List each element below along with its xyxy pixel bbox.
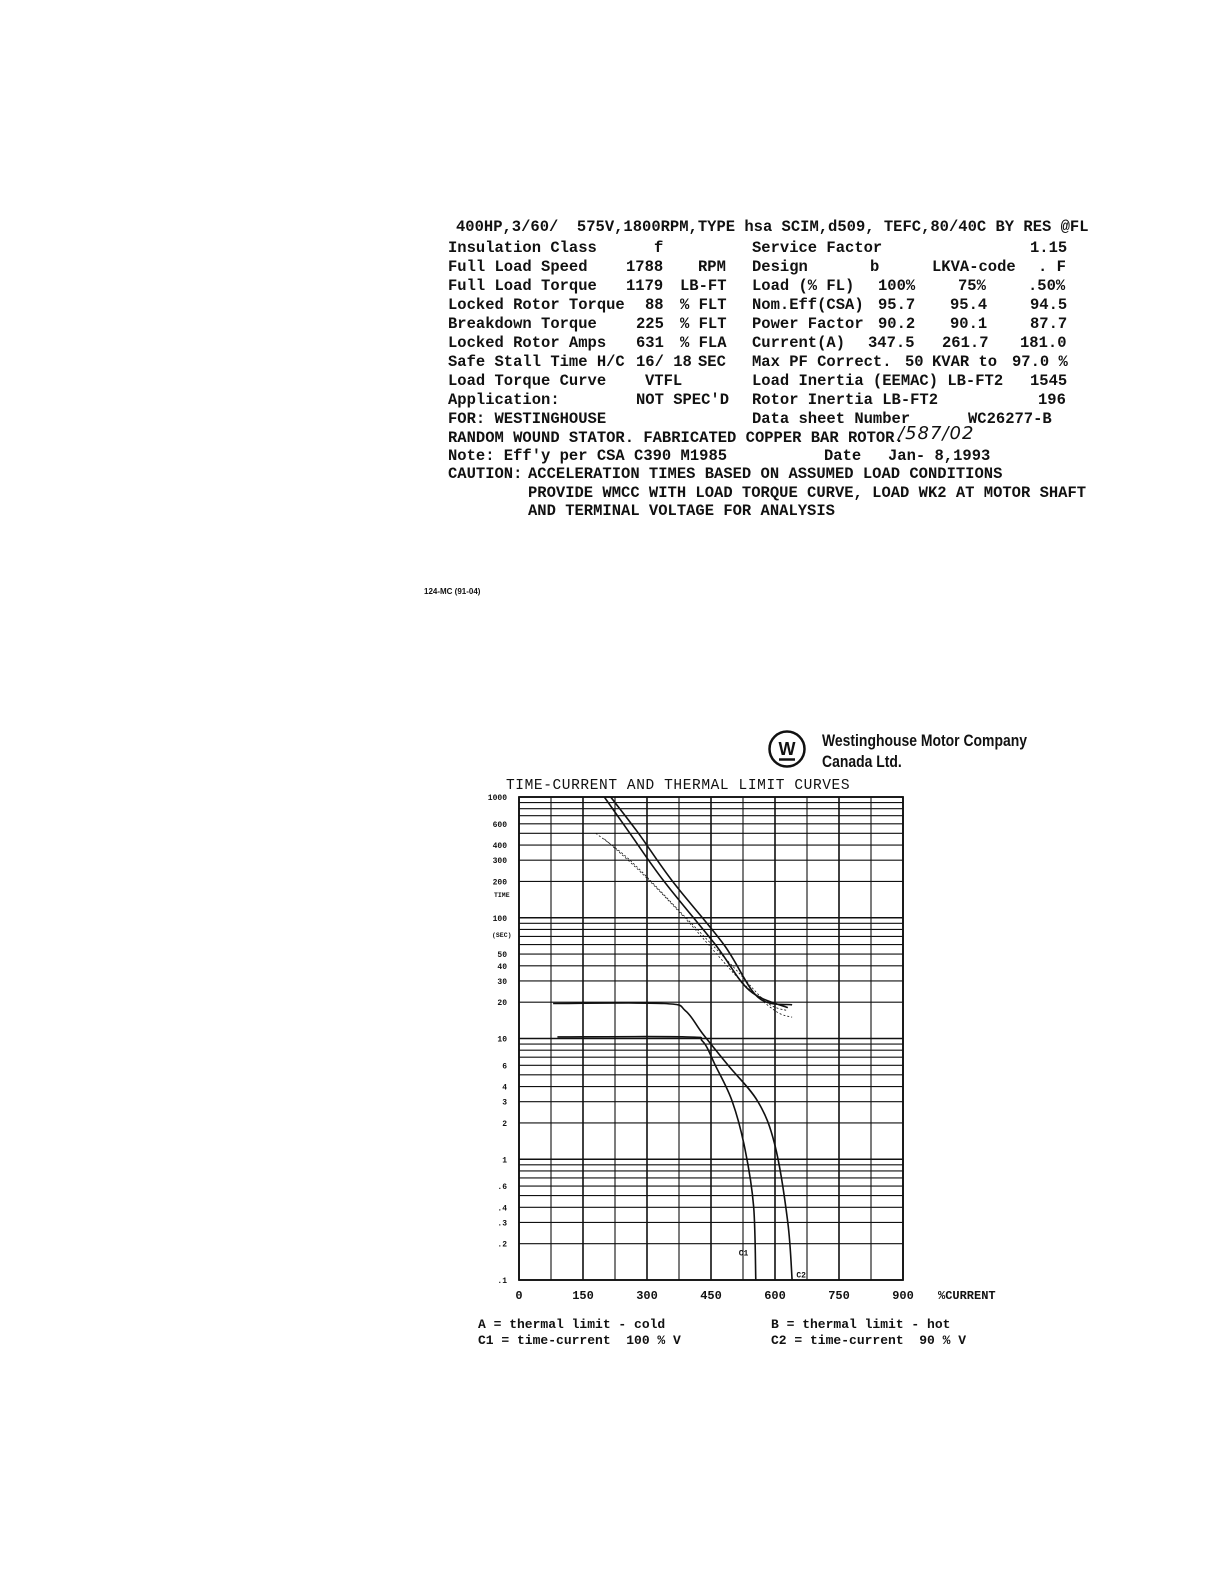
load-value: 100% <box>878 277 916 295</box>
caution-line: ACCELERATION TIMES BASED ON ASSUMED LOAD CONDITIONS <box>528 465 1003 483</box>
spec-label: FOR: WESTINGHOUSE <box>448 410 607 428</box>
spec-label: Breakdown Torque <box>448 315 597 333</box>
x-tick-label: 300 <box>636 1289 658 1303</box>
load-value: 75% <box>958 277 986 295</box>
caution-line: PROVIDE WMCC WITH LOAD TORQUE CURVE, LOAD WK2 AT MOTOR SHAFT <box>528 484 1087 502</box>
current-label: Current(A) <box>752 334 846 352</box>
company-subname: Canada Ltd. <box>822 752 902 771</box>
max-pf-label: Max PF Correct. <box>752 353 892 371</box>
y-tick-label: 200 <box>492 878 507 888</box>
spec-value: 16/ 18 <box>636 353 692 371</box>
current-value: 181.0 <box>1020 334 1067 352</box>
series-b-curve <box>604 839 792 1017</box>
power-factor-value: 90.2 <box>878 315 916 333</box>
legend-item-c1: C1 = time-current 100 % V <box>478 1333 681 1348</box>
load-inertia-value: 1545 <box>1030 372 1068 390</box>
x-axis-label: %CURRENT <box>938 1289 996 1303</box>
curve-label: C2 <box>796 1271 806 1281</box>
y-tick-label: .2 <box>497 1240 507 1250</box>
y-tick-label: 600 <box>492 820 507 830</box>
y-tick-label: .4 <box>497 1204 507 1214</box>
max-pf-value: 50 <box>905 353 924 371</box>
data-sheet-label: Data sheet Number <box>752 410 911 428</box>
spec-unit: LB-FT <box>680 277 727 295</box>
stator-line: RANDOM WOUND STATOR. FABRICATED COPPER BAR ROTOR. <box>448 429 904 447</box>
power-factor-value: 90.1 <box>950 315 988 333</box>
form-number: 124-MC (91-04) <box>424 587 481 596</box>
design-value: b <box>870 258 880 276</box>
current-value: 347.5 <box>868 334 915 352</box>
note-line: Note: Eff'y per CSA C390 M1985 <box>448 447 728 465</box>
efficiency-value: 95.7 <box>878 296 916 314</box>
y-tick-label: 400 <box>492 842 507 852</box>
lkva-code-value: . F <box>1038 258 1066 276</box>
efficiency-label: Nom.Eff(CSA) <box>752 296 864 314</box>
curve-labels <box>739 1249 806 1280</box>
spec-label: Safe Stall Time H/C <box>448 353 625 371</box>
data-sheet-value: WC26277-B <box>968 410 1052 428</box>
y-tick-label: 3 <box>502 1098 507 1108</box>
x-axis-ticks <box>515 1289 913 1303</box>
spec-value: NOT SPEC'D <box>636 391 730 409</box>
rotor-inertia-value: 196 <box>1038 391 1066 409</box>
logo-letter: W <box>778 739 796 759</box>
y-tick-label: 100 <box>492 914 507 924</box>
efficiency-value: 94.5 <box>1030 296 1068 314</box>
lkva-code-label: LKVA-code <box>932 258 1016 276</box>
current-value: 261.7 <box>942 334 989 352</box>
spec-value: 88 <box>645 296 664 314</box>
spec-value: f <box>654 239 664 257</box>
spec-label: Full Load Speed <box>448 258 588 276</box>
y-axis-ticks <box>488 794 507 1286</box>
max-pf-text: KVAR to <box>932 353 998 371</box>
spec-label: Load Torque Curve <box>448 372 607 390</box>
spec-unit: % FLT <box>680 296 727 314</box>
x-tick-label: 900 <box>892 1289 914 1303</box>
y-tick-label: .3 <box>497 1219 507 1229</box>
spec-value: 1179 <box>626 277 664 295</box>
spec-header-line: 400HP,3/60/ 575V,1800RPM,TYPE hsa SCIM,d509, TEFC,80/40C BY RES @FL <box>456 218 1089 236</box>
company-name: Westinghouse Motor Company <box>822 731 1027 750</box>
x-tick-label: 150 <box>572 1289 594 1303</box>
load-inertia-label: Load Inertia (EEMAC) LB-FT2 <box>752 372 1004 390</box>
series-b-curve <box>604 797 788 1008</box>
caution-label: CAUTION: <box>448 465 523 483</box>
y-tick-label: 40 <box>497 962 507 972</box>
spec-value: 225 <box>636 315 664 333</box>
x-tick-label: 600 <box>764 1289 786 1303</box>
y-tick-label: 4 <box>502 1083 507 1093</box>
y-tick-label: 1 <box>502 1156 507 1166</box>
y-axis-label: TIME <box>494 892 510 899</box>
x-tick-label: 0 <box>515 1289 523 1303</box>
spec-label: Insulation Class <box>448 239 597 257</box>
spec-unit: % FLT <box>680 315 727 333</box>
x-tick-label: 450 <box>700 1289 722 1303</box>
y-tick-label: 10 <box>497 1035 507 1045</box>
date-label: Date <box>824 447 862 465</box>
y-tick-label: 300 <box>492 857 507 867</box>
y-tick-label: 20 <box>497 999 507 1009</box>
y-tick-label: .6 <box>497 1183 507 1193</box>
y-tick-label: 30 <box>497 977 507 987</box>
spec-label: Full Load Torque <box>448 277 597 295</box>
spec-value: VTFL <box>645 372 683 390</box>
spec-unit: % FLA <box>680 334 727 352</box>
y-tick-label: 2 <box>502 1119 507 1129</box>
rotor-inertia-label: Rotor Inertia LB-FT2 <box>752 391 939 409</box>
legend-item-a: A = thermal limit - cold <box>478 1317 666 1332</box>
spec-unit: SEC <box>698 353 726 371</box>
power-factor-value: 87.7 <box>1030 315 1068 333</box>
curve-label: C1 <box>738 1249 749 1259</box>
y-tick-label: .1 <box>497 1277 507 1286</box>
spec-label: Application: <box>448 391 560 409</box>
efficiency-value: 95.4 <box>950 296 988 314</box>
spec-label: Locked Rotor Torque <box>448 296 625 314</box>
spec-label: Locked Rotor Amps <box>448 334 607 352</box>
chart-title: TIME-CURRENT AND THERMAL LIMIT CURVES <box>506 778 851 794</box>
max-pf-target: 97.0 % <box>1012 353 1068 371</box>
spec-value: 631 <box>636 334 664 352</box>
load-value: .50% <box>1028 277 1066 295</box>
spec-value: 1788 <box>626 258 664 276</box>
spec-unit: RPM <box>698 258 726 276</box>
series-a-curve <box>611 797 792 1005</box>
x-tick-label: 750 <box>828 1289 850 1303</box>
legend-item-b: B = thermal limit - hot <box>771 1317 951 1332</box>
legend-item-c2: C2 = time-current 90 % V <box>771 1333 967 1348</box>
load-label: Load (% FL) <box>752 277 855 295</box>
y-tick-label: 1000 <box>487 794 507 803</box>
y-axis-label: (SEC) <box>492 932 512 939</box>
service-factor-value: 1.15 <box>1030 239 1068 257</box>
handwritten-number: /587/02 <box>898 423 975 444</box>
y-tick-label: 6 <box>502 1062 507 1072</box>
power-factor-label: Power Factor <box>752 315 864 333</box>
design-label: Design <box>752 258 808 276</box>
date-value: Jan- 8,1993 <box>888 447 991 465</box>
service-factor-label: Service Factor <box>752 239 883 257</box>
caution-line: AND TERMINAL VOLTAGE FOR ANALYSIS <box>528 502 835 520</box>
y-tick-label: 50 <box>497 951 507 961</box>
chart-grid <box>519 797 903 1280</box>
